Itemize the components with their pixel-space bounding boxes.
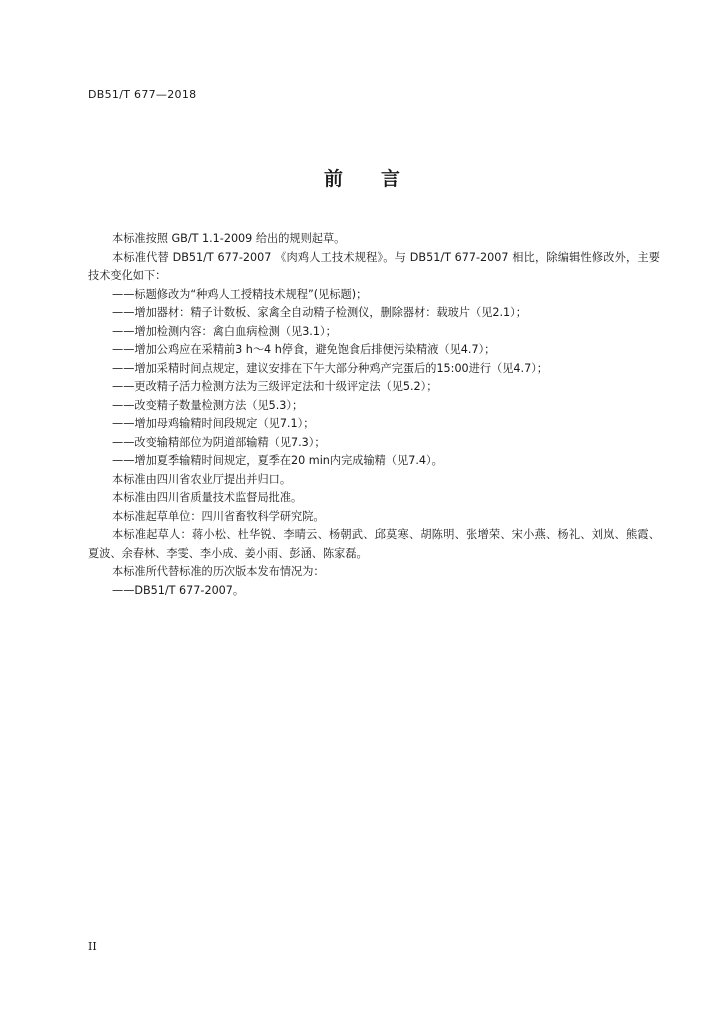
change-item-motility: ——更改精子活力检测方法为三级评定法和十级评定法（见5.2）； [112,380,438,393]
change-item-hen-timing: ——增加母鸡输精时间段规定（见7.1）； [112,417,315,430]
foreword-body [88,230,660,600]
change-item-count: ——改变精子数量检测方法（见5.3）； [112,398,304,412]
paragraph-proposer: 本标准由四川省农业厅提出并归口。 [112,472,292,486]
change-item-site: ——改变输精部位为阴道部输精（见7.3）； [112,435,326,449]
change-item-collection-time: ——增加采精时间点规定，建议安排在下午大部分种鸡产完蛋后的15:00进行（见4.7）； [112,361,548,375]
change-item-fasting: ——增加公鸡应在采精前3 h～4 h停食，避免饱食后排便污染精液（见4.7）； [112,343,496,356]
paragraph-drafting-unit: 本标准起草单位：四川省畜牧科学研究院。 [112,509,325,523]
change-item-equipment: ——增加器材：精子计数板、家禽全自动精子检测仪，删除器材：载玻片（见2.1）； [112,306,527,319]
change-item-title: ——标题修改为“种鸡人工授精技术规程”(见标题)； [112,287,368,301]
paragraph-approver: 本标准由四川省质量技术监督局批准。 [112,491,303,504]
history-item: ——DB51/T 677-2007。 [112,583,245,597]
change-item-detection: ——增加检测内容：禽白血病检测（见3.1）； [112,324,337,338]
paragraph-drafting-rule: 本标准按照 GB/T 1.1-2009 给出的规则起草。 [112,232,346,245]
change-item-summer: ——增加夏季输精时间规定，夏季在20 min内完成输精（见7.4）。 [112,454,443,467]
paragraph-drafters: 本标准起草人：蒋小松、杜华锐、李晴云、杨朝武、邱莫寒、胡陈明、张增荣、宋小燕、杨礼、刘岚、熊霞、夏波、余春林、李雯、李小成、姜小雨、彭涵、陈家磊。 [88,528,660,560]
page-number: II [88,940,97,953]
paragraph-replacement: 本标准代替 DB51/T 677-2007 《肉鸡人工技术规程》。与 DB51/T 677-2007 相比，除编辑性修改外，主要技术变化如下： [88,250,660,282]
document-code: DB51/T 677—2018 [88,88,197,101]
paragraph-history: 本标准所代替标准的历次版本发布情况为： [112,565,325,578]
page-title: 前言 [323,168,438,190]
